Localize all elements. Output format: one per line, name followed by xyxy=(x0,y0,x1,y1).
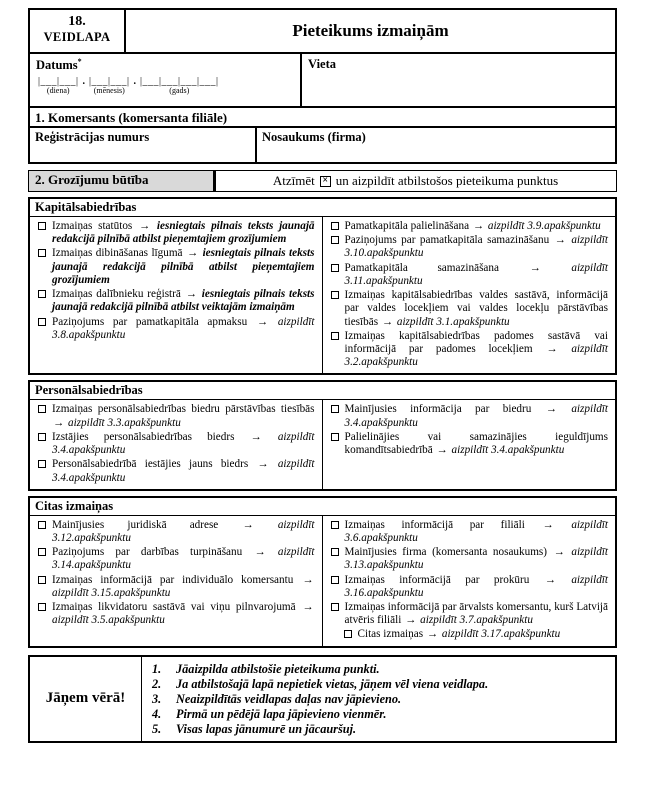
date-separator: . xyxy=(82,76,86,88)
group-left-column xyxy=(30,217,323,373)
date-place-row xyxy=(30,54,615,108)
change-option xyxy=(37,220,315,246)
date-asterisk: * xyxy=(77,57,82,66)
note-item xyxy=(152,722,605,737)
group-personalsabiedribas xyxy=(28,380,617,490)
option-note: aizpildīt 3.2.apakšpunktu xyxy=(344,342,608,369)
checkbox[interactable] xyxy=(331,264,339,272)
option-note: aizpildīt 3.11.apakšpunktu xyxy=(344,261,609,287)
year-cells[interactable]: |___|___|___|___| xyxy=(140,76,219,88)
option-text: Izmaiņas informācijā par prokūru xyxy=(344,573,530,586)
form-header-block xyxy=(28,8,617,164)
arrow-icon: → xyxy=(302,573,314,586)
registration-field[interactable] xyxy=(35,145,250,153)
option-note: iesniegtais pilnais teksts jaunajā redakcijā pilnībā atbilst pieņemtajiem grozījumiem xyxy=(52,220,315,246)
year-label: (gads) xyxy=(169,86,190,96)
arrow-icon: → xyxy=(256,315,269,328)
arrow-icon: → xyxy=(185,288,197,301)
group-title: Citas izmaiņas xyxy=(30,498,615,516)
change-option xyxy=(37,247,315,287)
option-text: Paziņojums par darbības turpināšanu xyxy=(52,546,243,559)
option-note: aizpildīt 3.13.apakšpunktu xyxy=(344,546,609,572)
change-option xyxy=(330,289,609,329)
checkbox[interactable] xyxy=(38,405,46,413)
arrow-icon: → xyxy=(254,546,266,559)
day-cells[interactable]: |___|___| xyxy=(38,76,79,88)
group-right-column xyxy=(323,400,616,488)
checkbox[interactable] xyxy=(331,548,339,556)
option-text: Izmaiņas likvidatoru sastāvā vai viņu pilnvarojumā xyxy=(52,601,296,614)
note-item xyxy=(152,692,605,707)
option-note: aizpildīt 3.4.apakšpunktu xyxy=(451,444,565,457)
option-note: aizpildīt 3.14.apakšpunktu xyxy=(52,546,315,572)
option-text: Izmaiņas dalībnieku reģistrā xyxy=(52,288,181,301)
arrow-icon: → xyxy=(472,220,485,232)
change-option xyxy=(330,519,609,545)
option-text: Izstājies personālsabiedrības biedrs xyxy=(52,430,235,443)
notes-list xyxy=(142,657,615,741)
section2-bar xyxy=(28,170,617,192)
note-item xyxy=(152,707,605,722)
option-text: Izmaiņas statūtos xyxy=(52,220,133,232)
option-text: Izmaiņas personālsabiedrības biedru pārstāvības tiesībās xyxy=(52,403,315,416)
date-cell xyxy=(30,54,302,106)
date-label-text: Datums xyxy=(36,58,78,73)
option-text: Mainījusies informācija par biedru xyxy=(344,403,532,416)
registration-label: Reģistrācijas numurs xyxy=(35,130,150,144)
option-note: aizpildīt 3.3.apakšpunktu xyxy=(67,416,181,429)
option-text: Izmaiņas informācijā par individuālo komersantu xyxy=(52,573,294,586)
option-note: aizpildīt 3.12.apakšpunktu xyxy=(52,518,315,544)
option-note: aizpildīt 3.16.apakšpunktu xyxy=(344,573,609,599)
change-option xyxy=(37,403,315,429)
arrow-icon: → xyxy=(405,614,417,627)
change-option xyxy=(37,316,315,342)
date-month-field[interactable] xyxy=(89,76,130,96)
arrow-icon: → xyxy=(302,601,314,614)
option-note: iesniegtais pilnais teksts jaunajā redakcijā pilnībā atbilst pieņemtajiem grozījumiem xyxy=(52,247,315,286)
change-option xyxy=(330,546,609,572)
group-right-column xyxy=(323,516,616,646)
arrow-icon: → xyxy=(546,342,558,355)
name-field[interactable] xyxy=(262,145,610,153)
notes-box xyxy=(28,655,617,743)
group-title: Kapitālsabiedrības xyxy=(30,199,615,217)
checkbox[interactable] xyxy=(344,630,352,638)
option-text: Paziņojums par pamatkapitāla samazināšanu xyxy=(344,234,550,247)
option-text: Izmaiņas dibināšanas līgumā xyxy=(52,247,183,260)
arrow-icon: → xyxy=(426,628,439,641)
checkbox[interactable] xyxy=(38,521,46,529)
checkbox[interactable] xyxy=(38,548,46,556)
arrow-icon: → xyxy=(553,546,565,559)
form-title: Pieteikums izmaiņām xyxy=(292,21,449,40)
note-number: 3. xyxy=(152,691,162,706)
option-note: aizpildīt 3.4.apakšpunktu xyxy=(52,430,315,457)
group-left-column xyxy=(30,516,323,646)
place-field[interactable] xyxy=(308,72,609,80)
note-text: Ja atbilstošajā lapā nepietiek vietas, jāņem vēl viena veidlapa. xyxy=(176,676,489,691)
change-option xyxy=(330,601,609,627)
option-text: Izmaiņas kapitālsabiedrības padomes sastāvā vai informācijā par padomes locekļiem xyxy=(344,329,608,355)
arrow-icon: → xyxy=(257,458,269,471)
checkbox[interactable] xyxy=(38,576,46,584)
arrow-icon: → xyxy=(139,220,151,232)
change-option xyxy=(330,262,609,288)
option-text: Izmaiņas informācijā par ārvalsts komersantu, kurš Latvijā atvēris filiāli xyxy=(344,601,608,627)
group-citas-izmainas xyxy=(28,496,617,648)
group-right-column xyxy=(323,217,616,373)
change-option xyxy=(343,628,609,641)
header-row xyxy=(30,10,615,54)
option-text: Mainījusies firma (komersanta nosaukums) xyxy=(344,546,547,559)
date-year-field[interactable] xyxy=(140,76,219,96)
checkbox[interactable] xyxy=(38,318,46,326)
option-text: Pamatkapitāla samazināšana xyxy=(344,261,499,274)
option-note: iesniegtais pilnais teksts jaunajā redakcijā pilnībā atbilst veiktajām izmaiņām xyxy=(52,288,315,314)
place-label: Vieta xyxy=(308,57,336,71)
change-option xyxy=(330,234,609,260)
option-text: Citas izmaiņas xyxy=(357,628,424,641)
option-note: aizpildīt 3.10.apakšpunktu xyxy=(344,234,608,260)
arrow-icon: → xyxy=(381,315,394,328)
change-option xyxy=(330,574,609,600)
change-option xyxy=(330,403,609,429)
change-option xyxy=(330,220,609,233)
arrow-icon: → xyxy=(436,444,448,457)
name-cell xyxy=(257,128,615,162)
checkbox[interactable] xyxy=(331,521,339,529)
name-label: Nosaukums (firma) xyxy=(262,130,366,144)
change-option xyxy=(37,288,315,314)
day-label: (diena) xyxy=(46,86,70,96)
option-text: Paziņojums par pamatkapitāla apmaksu xyxy=(52,315,248,328)
change-option xyxy=(37,574,315,600)
note-number: 1. xyxy=(152,661,162,676)
note-number: 4. xyxy=(152,706,162,721)
option-note: aizpildīt 3.9.apakšpunktu xyxy=(487,220,601,232)
instruction-post: un aizpildīt atbilstošos pieteikuma punktus xyxy=(335,173,559,188)
instruction-pre: Atzīmēt xyxy=(272,173,315,188)
group-kapitalsabiedribas xyxy=(28,197,617,375)
option-text: Personālsabiedrībā iestājies jauns biedrs xyxy=(52,458,249,471)
arrow-icon: → xyxy=(542,518,554,531)
checkbox[interactable] xyxy=(38,290,46,298)
checkbox[interactable] xyxy=(331,291,339,299)
change-option xyxy=(37,431,315,457)
note-text: Neaizpildītās veidlapas daļas nav jāpievieno. xyxy=(176,691,402,706)
option-note: aizpildīt 3.5.apakšpunktu xyxy=(52,614,165,627)
option-note: aizpildīt 3.15.apakšpunktu xyxy=(52,586,171,599)
group-columns xyxy=(30,217,615,373)
form-number-box xyxy=(30,10,126,52)
note-item xyxy=(152,662,605,677)
option-note: aizpildīt 3.4.apakšpunktu xyxy=(52,458,315,484)
section2-instruction xyxy=(215,171,616,191)
option-note: aizpildīt 3.1.apakšpunktu xyxy=(396,315,510,328)
change-option xyxy=(37,546,315,572)
note-text: Visas lapas jānumurē un jācauršuj. xyxy=(176,721,357,736)
notes-title: Jāņem vērā! xyxy=(30,657,142,741)
option-text: Pamatkapitāla palielināšana xyxy=(344,220,470,232)
group-columns xyxy=(30,400,615,488)
arrow-icon: → xyxy=(242,518,254,531)
date-input-area xyxy=(36,76,294,96)
group-left-column xyxy=(30,400,323,488)
date-label xyxy=(36,57,294,73)
change-option xyxy=(330,431,609,457)
note-text: Jāaizpilda atbilstošie pieteikuma punkti. xyxy=(176,661,380,676)
group-columns xyxy=(30,516,615,646)
arrow-icon: → xyxy=(529,261,541,274)
arrow-icon: → xyxy=(250,430,262,443)
place-cell xyxy=(302,54,615,106)
option-note: aizpildīt 3.4.apakšpunktu xyxy=(344,403,609,429)
checkbox[interactable] xyxy=(331,576,339,584)
checkbox[interactable] xyxy=(38,222,46,230)
option-note: aizpildīt 3.6.apakšpunktu xyxy=(344,518,609,544)
checked-checkbox-icon: × xyxy=(320,176,331,187)
checkbox[interactable] xyxy=(331,405,339,413)
checkbox[interactable] xyxy=(331,236,339,244)
change-option xyxy=(37,458,315,484)
change-option xyxy=(37,519,315,545)
option-text: Palielinājies vai samazinājies ieguldījums komandītsabiedrībā xyxy=(344,430,608,457)
change-option xyxy=(37,601,315,627)
option-note: aizpildīt 3.17.apakšpunktu xyxy=(441,628,561,641)
checkbox[interactable] xyxy=(331,332,339,340)
option-text: Izmaiņas kapitālsabiedrības valdes sastāvā, informācijā par valdes locekļiem vai valdes locekļu pārstāvības tiesībās xyxy=(344,289,608,328)
change-option xyxy=(330,330,609,370)
option-text: Izmaiņas informācijā par filiāli xyxy=(344,518,525,531)
month-label: (mēnesis) xyxy=(93,86,125,96)
month-cells[interactable]: |___|___| xyxy=(89,76,130,88)
option-note: aizpildīt 3.7.apakšpunktu xyxy=(420,614,533,627)
checkbox[interactable] xyxy=(38,249,46,257)
checkbox[interactable] xyxy=(38,460,46,468)
date-day-field[interactable] xyxy=(38,76,79,96)
arrow-icon: → xyxy=(545,403,557,416)
checkbox[interactable] xyxy=(331,603,339,611)
arrow-icon: → xyxy=(554,234,566,247)
form-number: 18. xyxy=(68,14,86,29)
note-item xyxy=(152,677,605,692)
arrow-icon: → xyxy=(53,416,65,429)
arrow-icon: → xyxy=(544,573,556,586)
section1-fields-row xyxy=(30,128,615,162)
checkbox[interactable] xyxy=(38,603,46,611)
date-separator: . xyxy=(133,76,137,88)
note-text: Pirmā un pēdējā lapa jāpievieno vienmēr. xyxy=(176,706,387,721)
note-number: 5. xyxy=(152,721,162,736)
form-label: VEIDLAPA xyxy=(43,30,111,44)
section1-title: 1. Komersants (komersanta filiāle) xyxy=(30,108,615,128)
note-number: 2. xyxy=(152,676,162,691)
registration-cell xyxy=(30,128,257,162)
group-title: Personālsabiedrības xyxy=(30,382,615,400)
checkbox[interactable] xyxy=(331,433,339,441)
checkbox[interactable] xyxy=(331,222,339,230)
section2-title: 2. Grozījumu būtība xyxy=(29,171,215,191)
arrow-icon: → xyxy=(186,247,199,260)
checkbox[interactable] xyxy=(38,433,46,441)
option-note: aizpildīt 3.8.apakšpunktu xyxy=(52,315,315,341)
option-text: Mainījusies juridiskā adrese xyxy=(52,518,219,531)
